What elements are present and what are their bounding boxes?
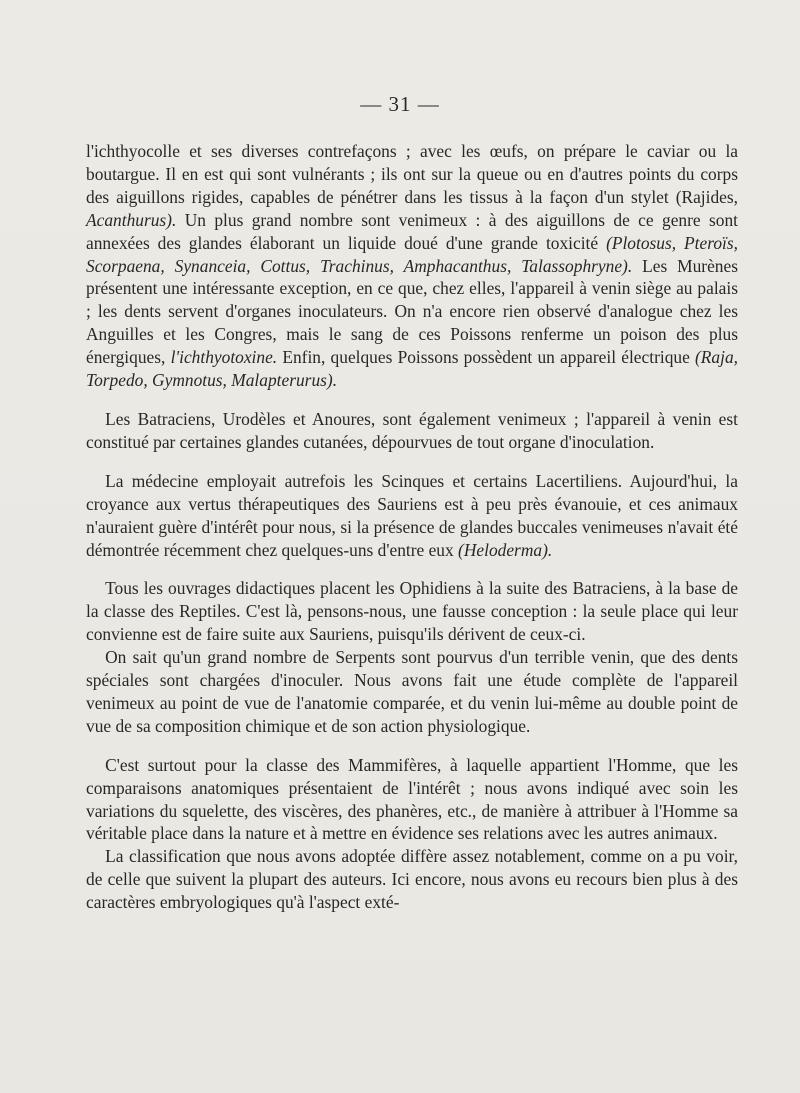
paragraph: [86, 140, 738, 392]
text-run: On sait qu'un grand nombre de Serpents sont pourvus d'un terrible venin, que des dents spéciales sont chargées d'inoculer. Nous avons fait une étude complète de l'appareil venimeux au point de vue de l'anatomie comparée, et du venin lui-même au double point de vue de sa composition chimique et de son action physiologique.: [86, 647, 738, 736]
text-run: La classification que nous avons adoptée diffère assez notablement, comme on a pu voir, de celle que suivent la plupart des auteurs. Ici encore, nous avons eu recours bien plus à des caractères embryologiques qu'à l'aspect exté-: [86, 846, 738, 913]
paragraph: [86, 754, 738, 846]
text-run: Les Batraciens, Urodèles et Anoures, sont également venimeux ; l'appareil à venin est constitué par certaines glandes cutanées, dépourvues de tout organe d'inoculation.: [86, 408, 738, 452]
text-run: La médecine employait autrefois les Scinques et certains Lacertiliens. Aujourd'hui, la croyance aux vertus thérapeutiques des Sauriens est à peu près évanouie, et ces animaux n'auraient guère d'intérêt pour nous, si la présence de glandes buccales venimeuses n'avait été démontrée récemment chez quelques-uns d'entre eux: [86, 470, 738, 560]
text-run: C'est surtout pour la classe des Mammifères, à laquelle appartient l'Homme, que les comparaisons anatomiques présentaient de l'intérêt ; nous avons indiqué avec soin les variations du squelette, des viscères, des phanères, etc., de manière à attribuer à l'Homme sa véritable place dans la nature et à mettre en évidence ses relations avec les autres animaux.: [86, 754, 738, 844]
paragraph: [86, 845, 738, 914]
italic-text: (Heloderma).: [458, 539, 553, 560]
text-run: l'ichthyocolle et ses diverses contrefaçons ; avec les œufs, on prépare le caviar ou la boutargue. Il en est qui sont vulnérants ; ils ont sur la queue ou en d'autres points du corps des aiguillons rigides, capables de pénétrer dans les tissus à la façon d'un stylet (Rajides,: [86, 141, 738, 207]
text-run: Tous les ouvrages didactiques placent les Ophidiens à la suite des Batraciens, à la base de la classe des Reptiles. C'est là, pensons-nous, une fausse conception : la seule place qui leur convienne est de faire suite aux Sauriens, puisqu'ils dérivent de ceux-ci.: [86, 578, 738, 645]
paragraph: [86, 408, 738, 454]
italic-text: (Raja, Torpedo, Gymnotus, Malapterurus).: [86, 347, 738, 391]
paragraph: [86, 470, 738, 562]
text-run: Les Murènes présentent une intéressante exception, en ce que, chez elles, l'appareil à venin siège au palais ; les dents servent d'organes inoculateurs. On n'a encore rien observé d'analogue chez les Anguilles et les Congres, mais le sang de ces Poissons renferme un poison des plus énergiques,: [86, 255, 738, 368]
text-run: Un plus grand nombre sont venimeux : à des aiguillons de ce genre sont annexées des glandes élaborant un liquide doué d'une grande toxicité: [86, 209, 738, 253]
text-run: Enfin, quelques Poissons possèdent un appareil électrique: [277, 347, 696, 368]
italic-text: Acanthurus).: [86, 209, 177, 230]
paragraph: [86, 646, 738, 738]
page-number: — 31 —: [360, 92, 440, 116]
italic-text: (Plotosus, Pteroïs, Scorpaena, Synanceia, Cottus, Trachinus, Amphacanthus, Talassophryne).: [86, 232, 738, 276]
body-text: [86, 140, 738, 914]
italic-text: l'ichthyotoxine.: [170, 347, 278, 368]
paragraph: [86, 577, 738, 646]
